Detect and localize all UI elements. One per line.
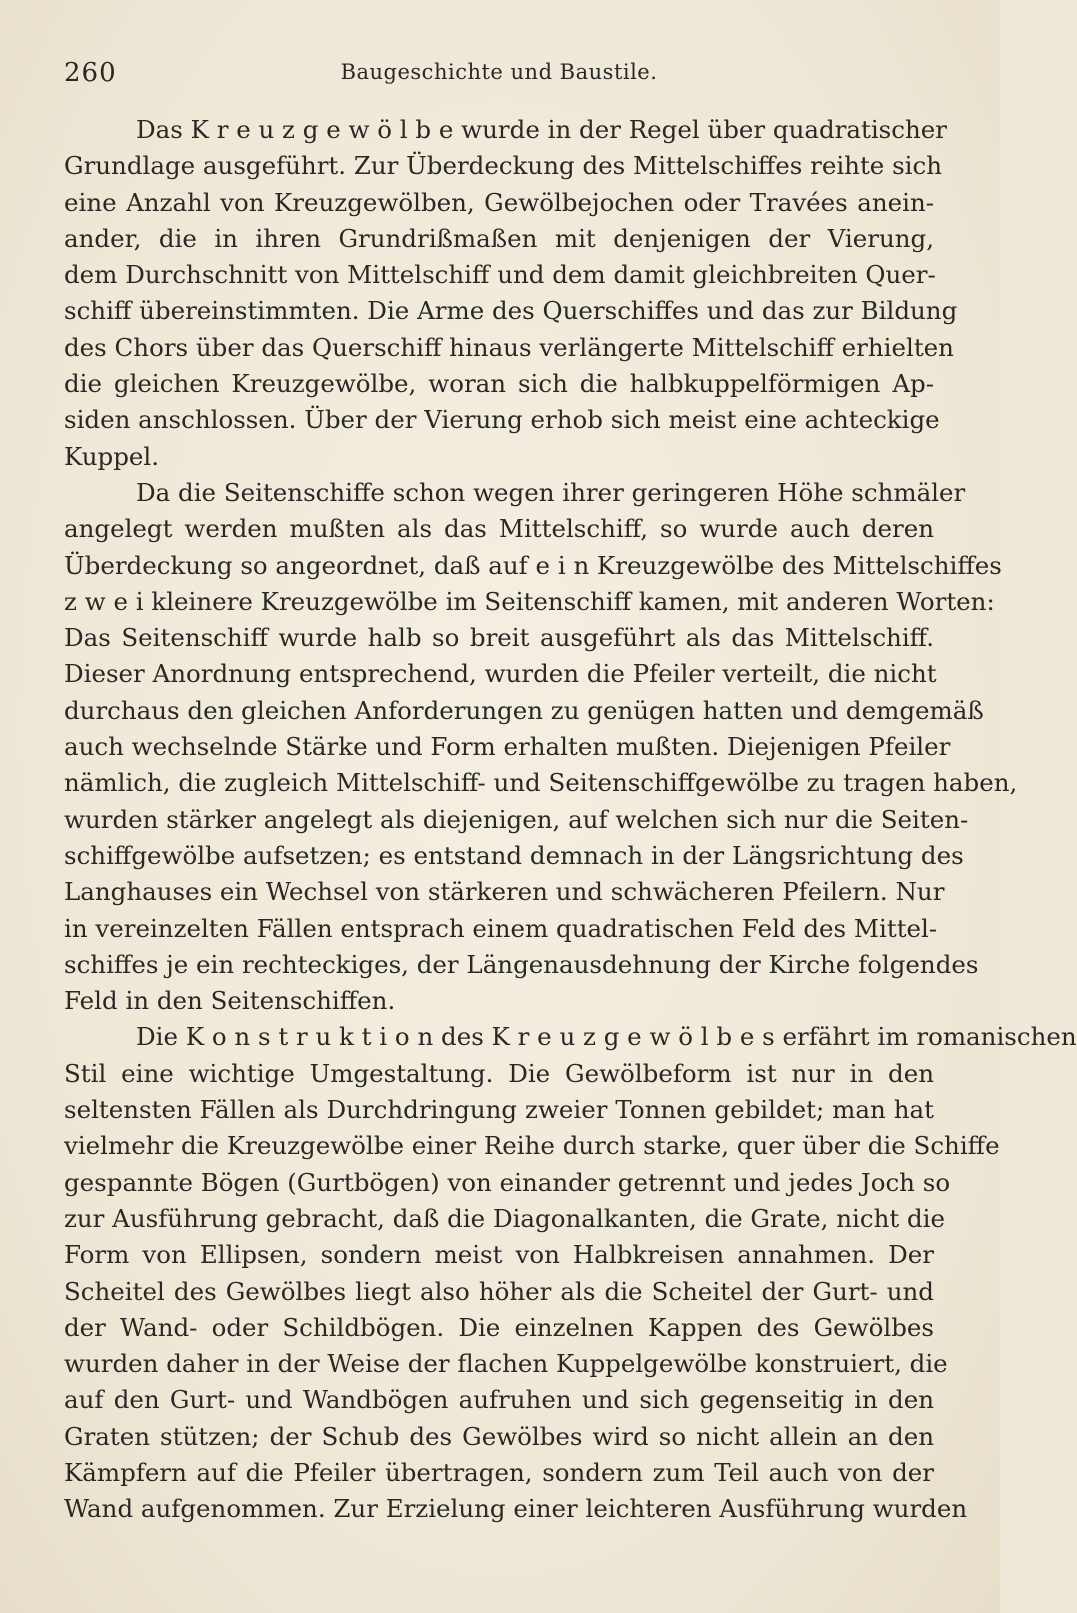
text-line: Graten stützen; der Schub des Gewölbes wird so nicht allein an den bbox=[64, 1421, 934, 1451]
text-line: ander, die in ihren Grundrißmaßen mit denjenigen der Vierung, bbox=[64, 223, 934, 253]
text-line: schiffes je ein rechteckiges, der Längenausdehnung der Kirche folgendes bbox=[64, 949, 979, 979]
text-line: Grundlage ausgeführt. Zur Überdeckung des Mittelschiffes reihte sich bbox=[64, 151, 942, 181]
text-line: eine Anzahl von Kreuzgewölben, Gewölbejochen oder Travées anein- bbox=[64, 187, 934, 217]
text-line: in vereinzelten Fällen entsprach einem quadratischen Feld des Mittel- bbox=[64, 913, 938, 943]
text-line: wurden daher in der Weise der flachen Kuppelgewölbe konstruiert, die bbox=[64, 1349, 948, 1379]
text-line: Wand aufgenommen. Zur Erzielung einer leichteren Ausführung wurden bbox=[64, 1494, 968, 1524]
text-line: Dieser Anordnung entsprechend, wurden die Pfeiler verteilt, die nicht bbox=[64, 659, 937, 689]
text-line: Die K o n s t r u k t i o n des K r e u z g e w ö l b e s erfährt im romanischen bbox=[136, 1022, 1077, 1052]
text-line: Stil eine wichtige Umgestaltung. Die Gewölbeform ist nur in den bbox=[64, 1058, 934, 1088]
text-line: dem Durchschnitt von Mittelschiff und dem damit gleichbreiten Quer- bbox=[64, 260, 936, 290]
text-line: nämlich, die zugleich Mittelschiff- und Seitenschiffgewölbe zu tragen haben, bbox=[64, 768, 1018, 798]
text-line: Scheitel des Gewölbes liegt also höher als die Scheitel der Gurt- und bbox=[64, 1276, 934, 1306]
text-line: Kuppel. bbox=[64, 441, 160, 471]
text-line: Form von Ellipsen, sondern meist von Halbkreisen annahmen. Der bbox=[64, 1240, 934, 1270]
text-line: auch wechselnde Stärke und Form erhalten mußten. Diejenigen Pfeiler bbox=[64, 732, 951, 762]
text-line: seltensten Fällen als Durchdringung zweier Tonnen gebildet; man hat bbox=[64, 1095, 934, 1125]
text-line: Das Seitenschiff wurde halb so breit ausgeführt als das Mittelschiff. bbox=[64, 623, 934, 653]
text-line: schiff übereinstimmten. Die Arme des Querschiffes und das zur Bildung bbox=[64, 296, 958, 326]
text-line: Überdeckung so angeordnet, daß auf e i n Kreuzgewölbe des Mittelschiffes bbox=[64, 550, 1002, 580]
text-line: vielmehr die Kreuzgewölbe einer Reihe durch starke, quer über die Schiffe bbox=[64, 1131, 1000, 1161]
text-line: gespannte Bögen (Gurtbögen) von einander getrennt und jedes Joch so bbox=[64, 1167, 951, 1197]
text-line: Da die Seitenschiffe schon wegen ihrer geringeren Höhe schmäler bbox=[136, 477, 966, 507]
text-line: Langhauses ein Wechsel von stärkeren und schwächeren Pfeilern. Nur bbox=[64, 877, 945, 907]
page-number: 260 bbox=[64, 58, 117, 88]
running-title: Baugeschichte und Baustile. bbox=[340, 60, 658, 84]
text-line: auf den Gurt- und Wandbögen aufruhen und sich gegenseitig in den bbox=[64, 1385, 934, 1415]
page-header bbox=[64, 58, 934, 94]
text-line: zur Ausführung gebracht, daß die Diagonalkanten, die Grate, nicht die bbox=[64, 1203, 946, 1233]
text-line: siden anschlossen. Über der Vierung erhob sich meist eine achteckige bbox=[64, 405, 940, 435]
text-line: Feld in den Seitenschiffen. bbox=[64, 986, 396, 1016]
text-line: der Wand- oder Schildbögen. Die einzelnen Kappen des Gewölbes bbox=[64, 1312, 934, 1342]
text-line: Kämpfern auf die Pfeiler übertragen, sondern zum Teil auch von der bbox=[64, 1457, 934, 1487]
text-line: schiffgewölbe aufsetzen; es entstand demnach in der Längsrichtung des bbox=[64, 840, 964, 870]
text-line: wurden stärker angelegt als diejenigen, auf welchen sich nur die Seiten- bbox=[64, 804, 969, 834]
body-text bbox=[64, 112, 1077, 1528]
text-line: durchaus den gleichen Anforderungen zu genügen hatten und demgemäß bbox=[64, 695, 984, 725]
text-line: die gleichen Kreuzgewölbe, woran sich die halbkuppelförmigen Ap- bbox=[64, 369, 934, 399]
text-line: des Chors über das Querschiff hinaus verlängerte Mittelschiff erhielten bbox=[64, 332, 954, 362]
text-line: Das K r e u z g e w ö l b e wurde in der Regel über quadratischer bbox=[136, 115, 947, 144]
text-line: angelegt werden mußten als das Mittelschiff, so wurde auch deren bbox=[64, 514, 934, 544]
text-line: z w e i kleinere Kreuzgewölbe im Seitenschiff kamen, mit anderen Worten: bbox=[64, 586, 995, 616]
